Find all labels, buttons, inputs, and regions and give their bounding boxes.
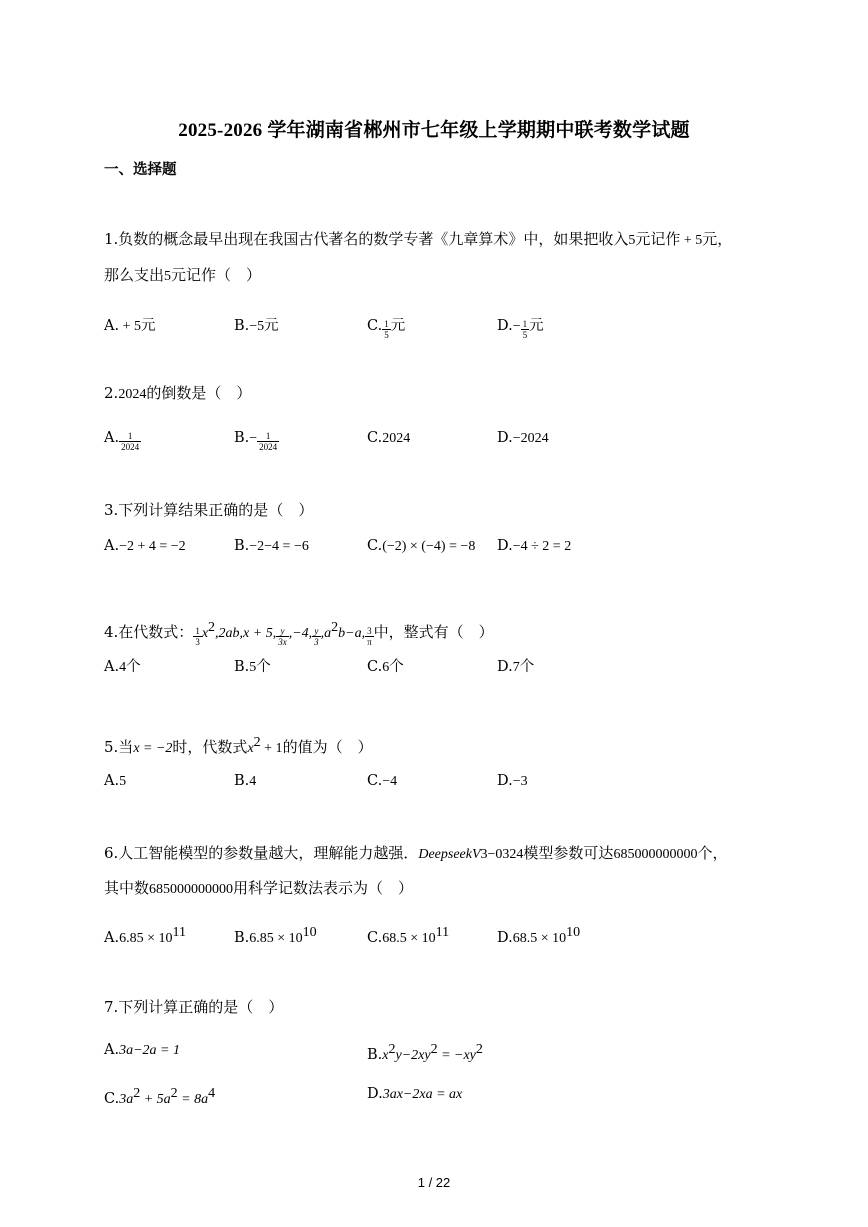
q5-option-a[interactable]: A.5 [104,773,127,789]
q5-option-c[interactable]: C.−4 [367,773,398,789]
q5-option-b[interactable]: B.4 [234,773,257,789]
q2-option-a[interactable]: A. $\frac{1}{2024}$ [104,430,140,452]
q4-option-d[interactable]: D.7个 [497,659,535,675]
q4-option-b[interactable]: B.5个 [234,659,271,675]
fraction: $\frac{y}{3}$ [314,626,319,647]
q7-option-d[interactable]: D.3ax−2xa = ax [367,1086,463,1102]
question-7-stem: 7.下列计算正确的是（ ） [104,998,284,1016]
fraction: $\frac{1}{2024}$ [259,431,278,452]
fraction: $\frac{1}{3}$ [195,626,200,647]
q6-option-b[interactable]: $B.6.85 \times 10^{10}$ [234,925,317,946]
q1-option-d[interactable]: D.− $\frac{1}{5}$ 元 [497,318,544,340]
q5-option-d[interactable]: D.−3 [497,773,528,789]
q2-option-d[interactable]: D.−2024 [497,430,549,446]
q3-option-b[interactable]: B.−2−4 = −6 [234,538,309,554]
fraction: $\frac{1}{5}$ [522,319,528,340]
question-1-line-2: 那么支出5元记作（ ） [104,266,262,284]
q6-option-c[interactable]: $C.68.5 \times 10^{11}$ [367,925,450,946]
question-6-line-1: 6.人工智能模型的参数量越大，理解能力越强．DeepseekV3−0324模型参数可达685000000000个， [104,844,728,862]
q1-option-b[interactable]: B.−5元 [234,318,279,334]
q2-option-c[interactable]: C.2024 [367,430,411,446]
q6-option-a[interactable]: $A.6.85 \times 10^{11}$ [104,925,186,946]
q6-option-d[interactable]: $D.68.5 \times 10^{10}$ [497,925,581,946]
q1-option-c[interactable]: C. $\frac{1}{5}$ 元 [367,318,406,340]
question-6-line-2: 其中数685000000000用科学记数法表示为（ ） [104,879,414,897]
q4-option-a[interactable]: A.4个 [104,659,141,675]
page-number: 1 / 22 [417,1175,451,1190]
q7-option-b[interactable]: $B.x^2y-2xy^2 = -xy^2$ [367,1042,483,1063]
fraction: $\frac{1}{2024}$ [121,431,140,452]
q4-option-c[interactable]: C.6个 [367,659,404,675]
question-3-stem: 3.下列计算结果正确的是（ ） [104,501,314,519]
question-5-stem: 5.当x = −2时，代数式$x^2 + 1$的值为（ ） [104,735,373,756]
q7-option-c[interactable]: $C.3a^2 + 5a^2 = 8a^4$ [104,1086,216,1107]
fraction: $\frac{3}{\pi}$ [367,626,372,647]
question-1-line-1: 1.负数的概念最早出现在我国古代著名的数学专著《九章算术》中，如果把收入5元记作 + 5元， [104,230,733,248]
q3-option-a[interactable]: A.−2 + 4 = −2 [104,538,186,554]
question-4-stem: 4.在代数式： $\frac{1}{3}$ $x^2,2ab,x + 5$, $\frac{y}{3x}$ ,−4, $\frac{y}{3}$ $,a^2b-a$, $\frac{3}{\pi}$ 中，整式有（ ） [104,620,494,647]
q3-option-c[interactable]: C.(−2) × (−4) = −8 [367,538,476,554]
q2-option-b[interactable]: B.− $\frac{1}{2024}$ [234,430,278,452]
q7-option-a[interactable]: A.3a−2a = 1 [104,1042,180,1058]
fraction: $\frac{y}{3x}$ [278,626,287,647]
fraction: $\frac{1}{5}$ [384,319,389,340]
section-heading: 一、选择题 [104,161,177,178]
q3-option-d[interactable]: D.−4 ÷ 2 = 2 [497,538,572,554]
q1-option-a[interactable]: A. + 5元 [104,318,156,334]
question-2-stem: 2.2024的倒数是（ ） [104,384,252,402]
document-title: 2025-2026 学年湖南省郴州市七年级上学期期中联考数学试题 [178,120,690,141]
